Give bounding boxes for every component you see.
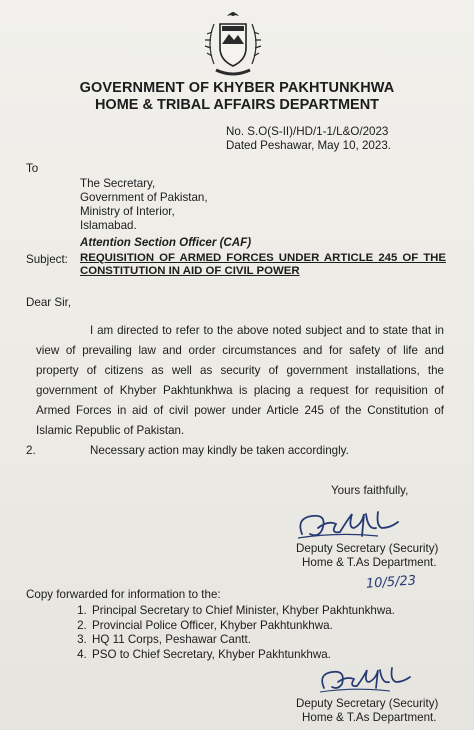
body-paragraph-1-text: I am directed to refer to the above noted subject and to state that in view of prevailing law and order circumstances and for safety of life and property of citizens as well as security of government installations, the government of Khyber Pakhtunkhwa is placing a request for requisition of Armed Forces in aid of civil power under Article 245 of the Constitution of Islamic Republic of Pakistan. [36,324,444,437]
list-item: 1. Principal Secretary to Chief Minister, Khyber Pakhtunkhwa. [90,604,395,619]
addressee-line: The Secretary, [80,177,156,190]
copy-recipient-list [68,604,395,662]
list-item: 4. PSO to Chief Secretary, Khyber Pakhtunkhwa. [90,648,395,663]
letterhead-department: HOME & TRIBAL AFFAIRS DEPARTMENT [94,97,380,113]
handwritten-date: 10/5/23 [365,573,417,592]
paragraph-2-text: Necessary action may kindly be taken accordingly. [90,444,349,457]
reference-number: No. S.O(S-II)/HD/1-1/L&O/2023 [226,125,389,138]
list-item: 2. Provincial Police Officer, Khyber Pakhtunkhwa. [90,619,395,634]
yours-faithfully: Yours faithfully, [331,484,409,497]
copy-forwarded-label: Copy forwarded for information to the: [26,588,221,601]
list-item: 3. HQ 11 Corps, Peshawar Cantt. [90,633,395,648]
subject-label: Subject: [26,253,68,266]
signatory-designation: Deputy Secretary (Security) [296,542,439,555]
reference-block [226,125,391,153]
copy-signatory-department: Home & T.As Department. [302,711,437,724]
paragraph-2-number: 2. [26,444,36,457]
letterhead-government: GOVERNMENT OF KHYBER PAKHTUNKHWA [79,80,395,96]
reference-date: Dated Peshawar, May 10, 2023. [226,139,391,152]
copy-signatory-designation: Deputy Secretary (Security) [296,697,439,710]
subject-text: REQUISITION OF ARMED FORCES UNDER ARTICLE 245 OF THE CONSTITUTION IN AID OF CIVIL POWER [80,252,446,277]
body-paragraph-1 [36,321,444,441]
signatory-department: Home & T.As Department. [302,556,437,569]
addressee-line: Ministry of Interior, [80,205,175,218]
addressee-block [80,177,208,233]
signature-icon [318,662,418,696]
salutation: Dear Sir, [26,296,72,309]
signature-icon [296,504,408,544]
to-label: To [26,162,39,175]
attention-line: Attention Section Officer (CAF) [80,236,252,249]
addressee-line: Government of Pakistan, [80,191,208,204]
kp-government-emblem-icon [200,4,266,84]
addressee-line: Islamabad. [80,219,137,232]
